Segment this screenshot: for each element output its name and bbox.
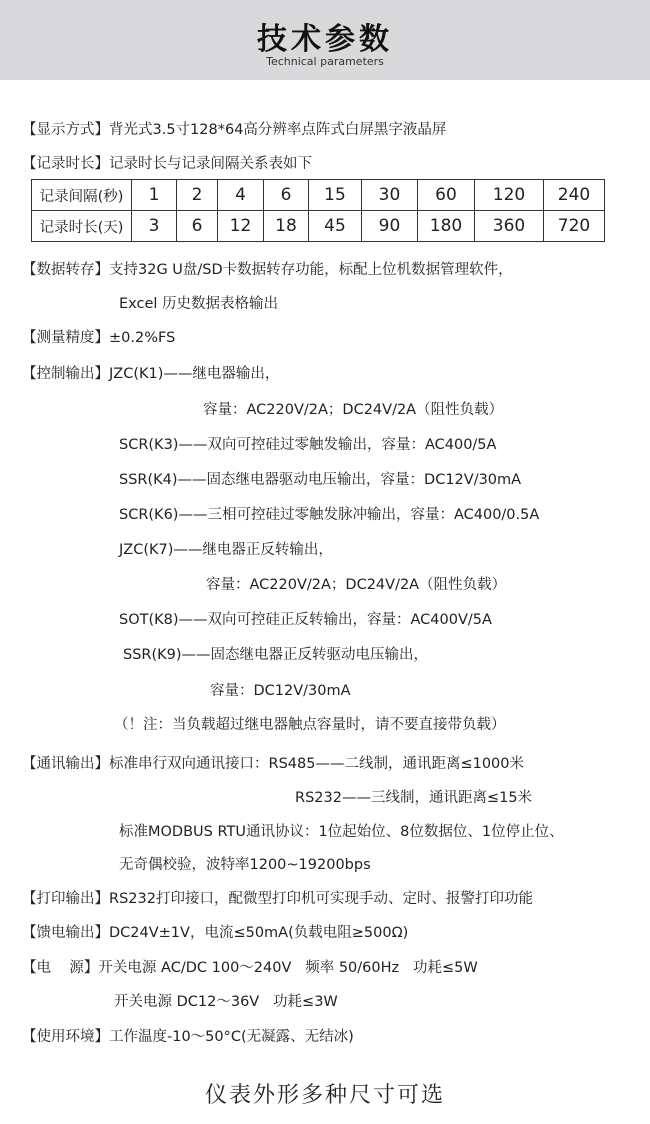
control-capacity-line: 容量：AC220V/2A；DC24V/2A（阻性负载） (203, 402, 504, 418)
table-cell: 18 (264, 211, 309, 242)
comm-output-line: 【通讯输出】标准串行双向通讯接口：RS485——二线制，通讯距离≤1000米 (22, 756, 525, 772)
load-note: （！注：当负载超过继电器触点容量时，请不要直接带负载） (114, 717, 506, 733)
control-capacity-line-2: 容量：AC220V/2A；DC24V/2A（阻性负载） (206, 577, 507, 593)
control-capacity-line-3: 容量：DC12V/30mA (210, 683, 351, 699)
page-subtitle: Technical parameters (266, 55, 384, 68)
table-cell: 2 (177, 180, 218, 211)
environment-line: 【使用环境】工作温度-10～50°C(无凝露、无结冰) (22, 1029, 354, 1045)
header-banner (0, 0, 650, 80)
table-cell: 360 (475, 211, 544, 242)
table-cell: 60 (418, 180, 475, 211)
power-line: 【电 源】开关电源 AC/DC 100～240V 频率 50/60Hz 功耗≤5W (22, 960, 478, 976)
table-cell: 120 (475, 180, 544, 211)
print-output-line: 【打印输出】RS232打印接口，配微型打印机可实现手动、定时、报警打印功能 (22, 891, 533, 907)
footer-text: 仪表外形多种尺寸可选 (204, 1083, 445, 1108)
table-cell: 180 (418, 211, 475, 242)
table-cell: 4 (218, 180, 264, 211)
control-ssr-k9-line: SSR(K9)——固态继电器正反转驱动电压输出， (123, 647, 429, 663)
table-cell: 90 (362, 211, 418, 242)
control-scr-k6-line: SCR(K6)——三相可控硅过零触发脉冲输出，容量：AC400/0.5A (119, 507, 540, 523)
table-cell: 15 (309, 180, 362, 211)
control-scr-k3-line: SCR(K3)——双向可控硅过零触发输出，容量：AC400/5A (119, 437, 497, 453)
duration-label: 记录时长(天) (32, 211, 132, 242)
page-title: 技术参数 (257, 22, 393, 57)
power-line-2: 开关电源 DC12～36V 功耗≤3W (114, 994, 338, 1010)
control-ssr-k4-line: SSR(K4)——固态继电器驱动电压输出，容量：DC12V/30mA (119, 472, 522, 488)
table-cell: 30 (362, 180, 418, 211)
accuracy-line: 【测量精度】±0.2%FS (22, 330, 176, 346)
table-row-duration (32, 211, 605, 242)
table-cell: 45 (309, 211, 362, 242)
table-cell: 12 (218, 211, 264, 242)
control-sot-k8-line: SOT(K8)——双向可控硅正反转输出，容量：AC400V/5A (119, 612, 492, 628)
comm-rs232-line: RS232——三线制，通讯距离≤15米 (295, 790, 533, 806)
table-cell: 720 (544, 211, 605, 242)
table-cell: 3 (132, 211, 177, 242)
table-cell: 6 (264, 180, 309, 211)
feed-output-line: 【馈电输出】DC24V±1V，电流≤50mA(负载电阻≥500Ω) (22, 925, 409, 941)
table-cell: 240 (544, 180, 605, 211)
comm-modbus-line: 标准MODBUS RTU通讯协议：1位起始位、8位数据位、1位停止位、 (119, 824, 564, 840)
table-row-interval (32, 180, 605, 211)
interval-label: 记录间隔(秒) (32, 180, 132, 211)
comm-parity-line: 无奇偶校验，波特率1200~19200bps (119, 857, 371, 873)
table-cell: 6 (177, 211, 218, 242)
data-transfer-line-2: Excel 历史数据表格输出 (119, 296, 279, 312)
record-table (31, 179, 605, 242)
table-cell: 1 (132, 180, 177, 211)
control-jzc-k7-line: JZC(K7)——继电器正反转输出， (119, 542, 333, 558)
data-transfer-line: 【数据转存】支持32G U盘/SD卡数据转存功能，标配上位机数据管理软件， (22, 262, 513, 278)
display-mode-line: 【显示方式】背光式3.5寸128*64高分辨率点阵式白屏黑字液晶屏 (22, 122, 447, 138)
record-duration-line: 【记录时长】记录时长与记录间隔关系表如下 (22, 156, 312, 172)
control-output-line: 【控制输出】JZC(K1)——继电器输出， (22, 366, 280, 382)
